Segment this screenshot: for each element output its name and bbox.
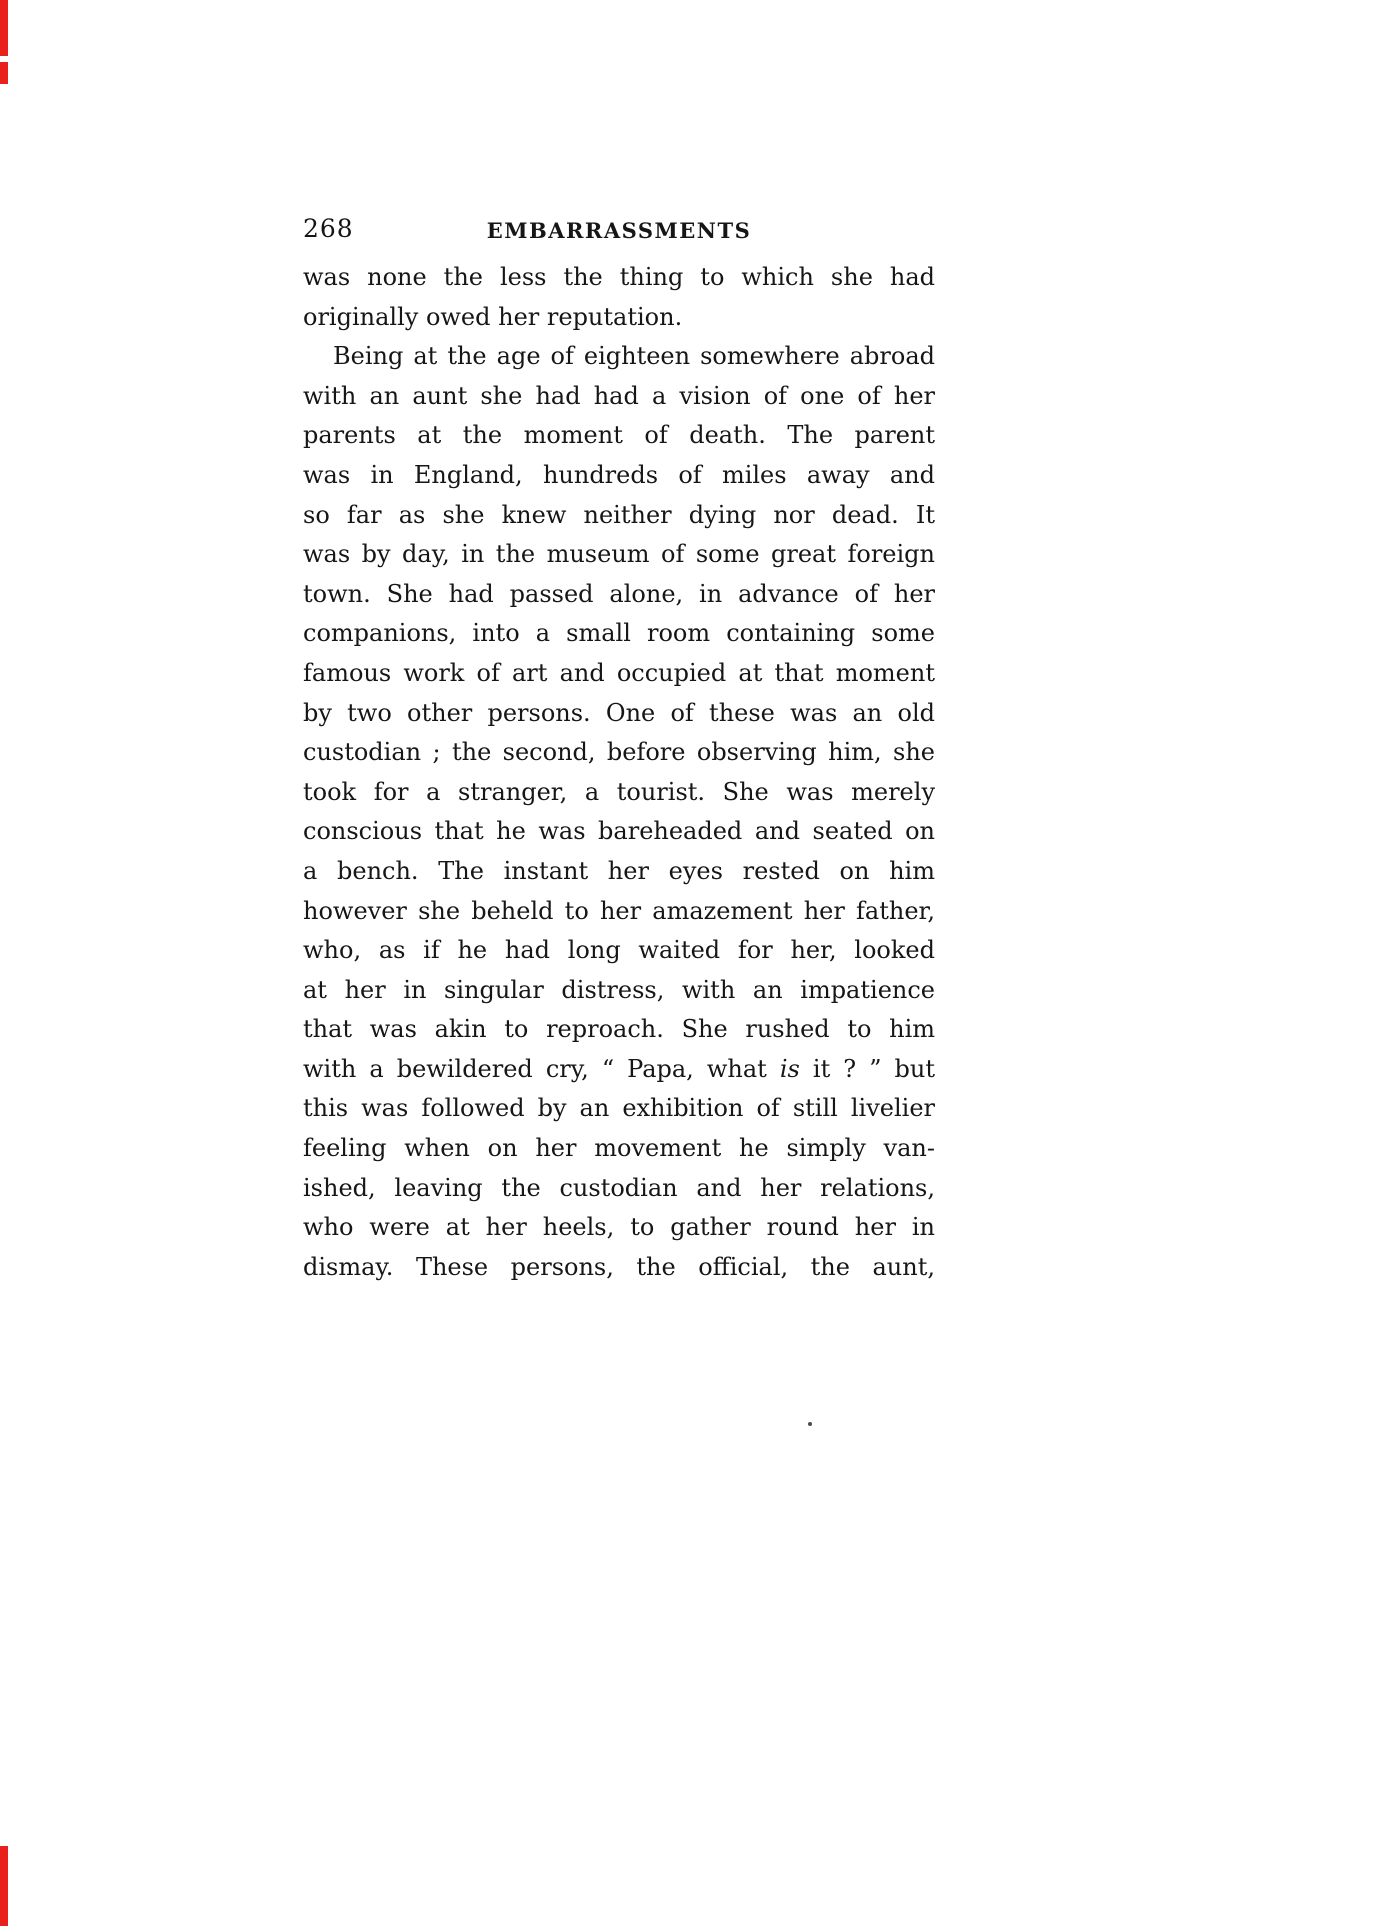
text-line: town. She had passed alone, in advance of her [303,579,935,608]
running-header: EMBARRASSMENTS [486,218,752,243]
text-line: companions, into a small room containing some [303,619,935,648]
text-line: with an aunt she had had a vision of one of her [303,381,935,410]
text-line: a bench. The instant her eyes rested on him [303,856,935,885]
text-line: Being at the age of eighteen somewhere abroad [333,342,935,371]
scan-speck [808,1422,812,1426]
text-line: who, as if he had long waited for her, looked [303,936,935,965]
red-edge-mark-top-2 [0,62,8,84]
text-line: was by day, in the museum of some great foreign [303,540,935,569]
red-edge-mark-top [0,0,8,56]
text-line: this was followed by an exhibition of still livelier [303,1094,935,1123]
red-edge-mark-bottom [0,1846,8,1926]
text-line: with a bewildered cry, “ Papa, what is it ? ” but [303,1054,935,1083]
text-line: who were at her heels, to gather round her in [303,1213,935,1242]
text-line: famous work of art and occupied at that moment [303,658,935,687]
body-lines [303,258,935,1287]
text-line: by two other persons. One of these was an old [303,698,935,727]
text-block [303,212,935,1287]
text-line: custodian ; the second, before observing him, she [303,738,935,767]
text-line: that was akin to reproach. She rushed to him [303,1015,935,1044]
text-line: at her in singular distress, with an impatience [303,975,935,1004]
text-line: ished, leaving the custodian and her relations, [303,1173,935,1202]
text-line: conscious that he was bareheaded and seated on [303,817,935,846]
text-line: was in England, hundreds of miles away and [303,460,935,489]
page-header [303,212,935,244]
page-number: 268 [303,214,354,243]
text-line: so far as she knew neither dying nor dead. It [303,500,935,529]
text-line: feeling when on her movement he simply van- [303,1134,935,1163]
text-line: however she beheld to her amazement her father, [303,896,935,925]
text-line: was none the less the thing to which she had [303,263,935,291]
text-line: dismay. These persons, the official, the aunt, [303,1252,935,1281]
text-line: originally owed her reputation. [303,302,683,331]
text-line: parents at the moment of death. The parent [303,421,935,450]
text-line: took for a stranger, a tourist. She was merely [303,777,935,806]
